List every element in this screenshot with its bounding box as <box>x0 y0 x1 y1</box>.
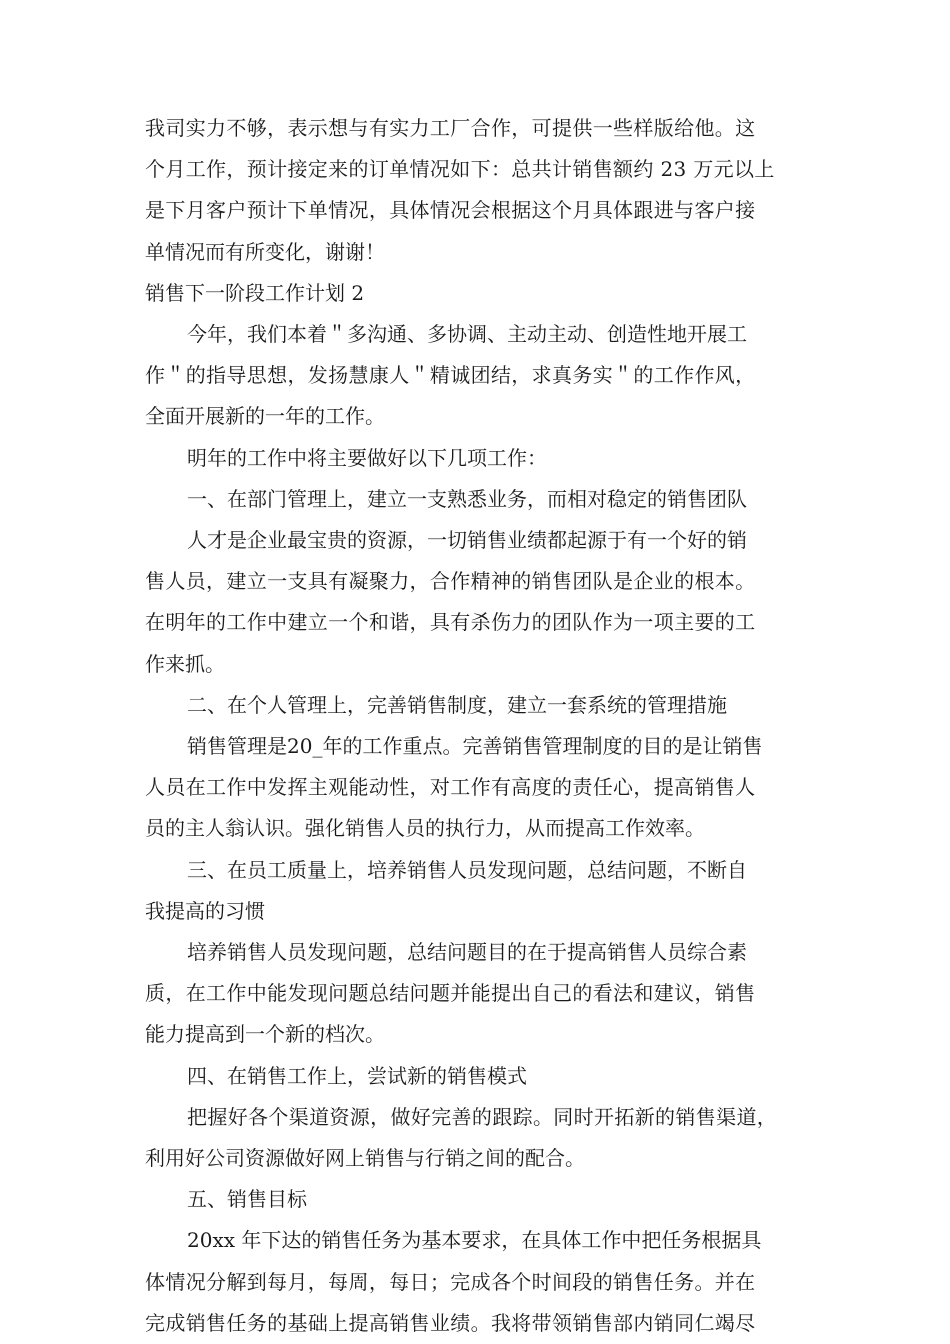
text-line: 我司实力不够，表示想与有实力工厂合作，可提供一些样版给他。这 <box>145 116 756 140</box>
text-line: 员的主人翁认识。强化销售人员的执行力，从而提高工作效率。 <box>145 816 705 840</box>
text-line: 全面开展新的一年的工作。 <box>145 404 385 428</box>
text-line: 是下月客户预计下单情况，具体情况会根据这个月具体跟进与客户接 <box>145 198 756 222</box>
item-heading: 三、在员工质量上，培养销售人员发现问题，总结问题，不断自 <box>187 858 747 882</box>
text-line: 作来抓。 <box>145 652 225 676</box>
text-line: 单情况而有所变化，谢谢！ <box>145 240 385 264</box>
text-line: 20xx 年下达的销售任务为基本要求，在具体工作中把任务根据具 <box>187 1228 762 1252</box>
item-heading: 四、在销售工作上，尝试新的销售模式 <box>187 1064 527 1088</box>
item-heading: 我提高的习惯 <box>145 899 265 923</box>
text-line: 作＂的指导思想，发扬慧康人＂精诚团结，求真务实＂的工作作风， <box>145 363 756 387</box>
text-line: 把握好各个渠道资源，做好完善的跟踪。同时开拓新的销售渠道， <box>187 1105 778 1129</box>
text-line: 利用好公司资源做好网上销售与行销之间的配合。 <box>145 1146 585 1170</box>
text-line: 完成销售任务的基础上提高销售业绩。我将带领销售部内销同仁竭尽 <box>145 1311 756 1335</box>
text-line: 明年的工作中将主要做好以下几项工作： <box>187 446 547 470</box>
section-heading: 销售下一阶段工作计划 2 <box>145 281 365 305</box>
text-line: 质，在工作中能发现问题总结问题并能提出自己的看法和建议，销售 <box>145 981 756 1005</box>
text-line: 人才是企业最宝贵的资源，一切销售业绩都起源于有一个好的销 <box>187 528 747 552</box>
text-line: 个月工作，预计接定来的订单情况如下：总共计销售额约 23 万元以上 <box>145 157 775 181</box>
item-heading: 二、在个人管理上，完善销售制度，建立一套系统的管理措施 <box>187 693 727 717</box>
text-line: 体情况分解到每月，每周，每日；完成各个时间段的销售任务。并在 <box>145 1270 756 1294</box>
text-line: 人员在工作中发挥主观能动性，对工作有高度的责任心，提高销售人 <box>145 775 756 799</box>
item-heading: 五、销售目标 <box>187 1187 307 1211</box>
text-line: 在明年的工作中建立一个和谐，具有杀伤力的团队作为一项主要的工 <box>145 610 756 634</box>
text-line: 培养销售人员发现问题，总结问题目的在于提高销售人员综合素 <box>187 940 747 964</box>
text-line: 售人员，建立一支具有凝聚力，合作精神的销售团队是企业的根本。 <box>145 569 756 593</box>
text-line: 今年，我们本着＂多沟通、多协调、主动主动、创造性地开展工 <box>187 322 747 346</box>
item-heading: 一、在部门管理上，建立一支熟悉业务，而相对稳定的销售团队 <box>187 487 747 511</box>
text-line: 销售管理是20_年的工作重点。完善销售管理制度的目的是让销售 <box>187 734 763 758</box>
text-line: 能力提高到一个新的档次。 <box>145 1022 385 1046</box>
